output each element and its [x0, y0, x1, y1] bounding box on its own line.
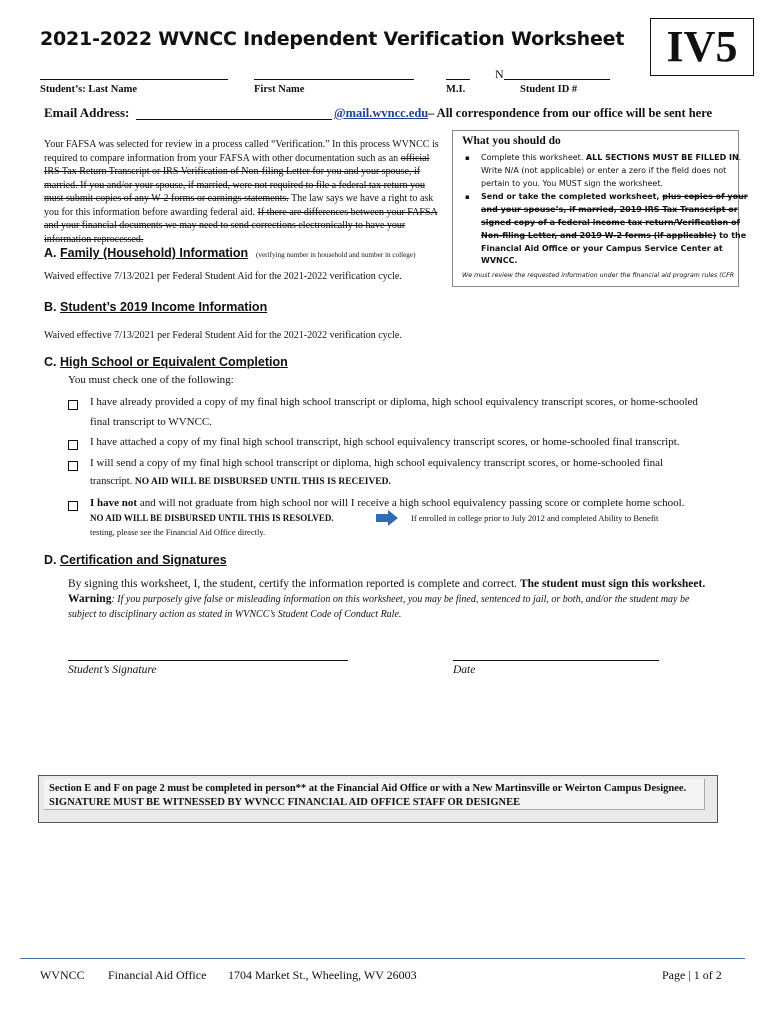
- instruction-item: [465, 191, 753, 268]
- option-4-note-a: If enrolled in college prior to July 2012 and completed Ability to Benefit: [411, 513, 659, 523]
- section-title: High School or Equivalent Completion: [59, 355, 288, 369]
- intro-text-1: Your FAFSA was selected for review in a process called “Verification.” In this process WVNCC is required to compare information from your FAFSA with other documentation such as an: [44, 139, 439, 164]
- section-title: Certification and Signatures: [59, 553, 227, 567]
- option-3-warning: NO AID WILL BE DISBURSED UNTIL THIS IS RECEIVED.: [134, 477, 391, 487]
- section-a-subtitle: (verifying number in household and number in college): [256, 251, 416, 259]
- certification-emphasis: The student must sign this worksheet.: [519, 578, 706, 590]
- footer-office: Financial Aid Office: [108, 968, 207, 982]
- page-number: Page | 1 of 2: [662, 968, 722, 982]
- option-3-text-b: [90, 476, 391, 487]
- section-title: Student’s 2019 Income Information: [59, 300, 268, 314]
- square-bullet-icon: ▪: [465, 193, 470, 202]
- email-label: Email Address:: [44, 105, 130, 120]
- option-3-checkbox[interactable]: [68, 457, 78, 475]
- student-id-prefix: N: [495, 67, 504, 81]
- instruction-struck-text: plus copies of your and your spouse’s, if married, 2019 IRS Tax Transcript or signed copy of a federal income tax return/Verification of Non-filing Letter, and 2019 W-2 forms (if applicable): [481, 192, 748, 240]
- option-4-rest: and will not graduate from high school nor will I receive a high school equivalency passing score or complete home school.: [137, 497, 685, 509]
- option-3-text-a: I will send a copy of my final high school transcript or diploma, high school equivalency transcript scores, or home-schooled final: [90, 457, 664, 469]
- section-b-waived: Waived effective 7/13/2021 per Federal Student Aid for the 2021-2022 verification cycle.: [44, 330, 402, 341]
- date-field[interactable]: [453, 650, 659, 661]
- intro-text-2-struck: If there are differences between your FAFSA and your financial documents we may need to send corrections electronically to have your information reprocessed.: [44, 206, 438, 245]
- option-1-checkbox[interactable]: [68, 396, 78, 414]
- instructions-list: [453, 152, 753, 268]
- first-name-label: First Name: [254, 84, 305, 95]
- student-signature-label: Student’s Signature: [68, 664, 157, 676]
- email-domain: @mail.wvncc.edu: [334, 106, 429, 120]
- option-3-text-b-plain: transcript.: [90, 476, 135, 487]
- right-arrow-icon: [376, 510, 398, 526]
- option-4-text: [90, 497, 684, 509]
- instructions-box: [452, 130, 748, 287]
- notice-text: Section E and F on page 2 must be completed in person** at the Financial Aid Office or with a New Martinsville or Weirton Campus Designee. SIGNATURE MUST BE WITNESSED BY WVNCC FINANCIAL AID OFFICE STAFF OR DESIGNEE: [49, 783, 687, 808]
- footer-address: 1704 Market St., Wheeling, WV 26003: [228, 968, 417, 982]
- section-a-waived: Waived effective 7/13/2021 per Federal Student Aid for the 2021-2022 verification cycle.: [44, 271, 402, 282]
- section-a-heading: [44, 246, 248, 260]
- instruction-item: [465, 152, 753, 190]
- option-2-text: I have attached a copy of my final high school transcript, high school equivalency transcript scores, or home-schooled final transcript.: [90, 436, 680, 448]
- section-letter: A.: [44, 246, 57, 260]
- intro-text-1-struck: official IRS Tax Return Transcript or IRS Verification of Non-filing Letter for you and your spouse, if married. If you and/or your spouse, if married, were not required to file a federal tax return you must submit copies of any W-2 forms or earnings statements.: [44, 152, 430, 204]
- instructions-box-title: What you should do: [462, 135, 561, 147]
- intro-text-2: The law says we have a right to ask you for this information before awarding federal aid.: [44, 193, 434, 218]
- instruction-emphasis: ALL SECTIONS MUST BE FILLED IN: [585, 153, 739, 162]
- section-b-heading: [44, 300, 267, 314]
- instruction-text: Complete this worksheet.: [481, 153, 586, 162]
- section-title: Family (Household) Information: [59, 246, 249, 260]
- instruction-text: Send or take the completed worksheet,: [481, 192, 663, 202]
- intro-paragraph: [44, 138, 439, 246]
- mi-field[interactable]: [446, 68, 470, 80]
- option-4-note-b: testing, please see the Financial Aid Office directly.: [90, 527, 266, 537]
- mi-label: M.I.: [446, 84, 466, 95]
- footer-org: WVNCC: [40, 968, 85, 982]
- student-id-label: Student ID #: [520, 84, 578, 95]
- email-input[interactable]: [136, 106, 332, 120]
- form-code: IV5: [650, 18, 754, 76]
- section-c-instruction: You must check one of the following:: [68, 374, 234, 386]
- square-bullet-icon: ▪: [465, 154, 470, 162]
- page-title: 2021-2022 WVNCC Independent Verification Worksheet: [40, 28, 625, 50]
- email-note: – All correspondence from our office will be sent here: [428, 106, 713, 120]
- instruction-text: . Write N/A (not applicable) or enter a zero if the field does not pertain to you. You MUST sign the worksheet.: [481, 153, 742, 188]
- instruction-text: to the Financial Aid Office or your Campus Service Center at WVNCC.: [481, 230, 747, 266]
- option-4-emphasis: I have not: [90, 497, 138, 509]
- option-4-warning: NO AID WILL BE DISBURSED UNTIL THIS IS RESOLVED.: [90, 513, 334, 523]
- section-d-heading: [44, 553, 227, 567]
- footer-rule: [20, 958, 745, 959]
- certification-paragraph: [68, 577, 718, 623]
- last-name-field[interactable]: [40, 68, 228, 80]
- option-4-checkbox[interactable]: [68, 497, 78, 515]
- date-label: Date: [453, 664, 476, 676]
- instructions-footnote: We must review the requested information under the financial aid program rules (CFR: [462, 272, 735, 279]
- student-id-field[interactable]: [504, 68, 610, 80]
- option-1-text-a: I have already provided a copy of my final high school transcript or diploma, high school equivalency transcript scores, or home-schooled: [90, 396, 698, 408]
- certification-warning-text: : If you purposely give false or misleading information on this worksheet, you may be fined, sentenced to jail, or both, and/or the student may be subject to disciplinary action as stated in WVNCC’s Student Code of Conduct Rule.: [68, 593, 690, 620]
- notice-box: [38, 775, 718, 823]
- notice-box-inner: [44, 779, 705, 810]
- section-letter: C.: [44, 355, 57, 369]
- first-name-field[interactable]: [254, 68, 414, 80]
- section-letter: B.: [44, 300, 57, 314]
- section-c-heading: [44, 355, 288, 369]
- last-name-label: Student’s: Last Name: [40, 84, 138, 95]
- student-signature-field[interactable]: [68, 650, 348, 661]
- section-letter: D.: [44, 553, 57, 567]
- certification-warning-label: Warning: [68, 592, 112, 605]
- option-2-checkbox[interactable]: [68, 436, 78, 454]
- option-1-text-b: final transcript to WVNCC.: [90, 416, 212, 428]
- certification-text: By signing this worksheet, I, the student, certify the information reported is complete and correct.: [68, 578, 520, 590]
